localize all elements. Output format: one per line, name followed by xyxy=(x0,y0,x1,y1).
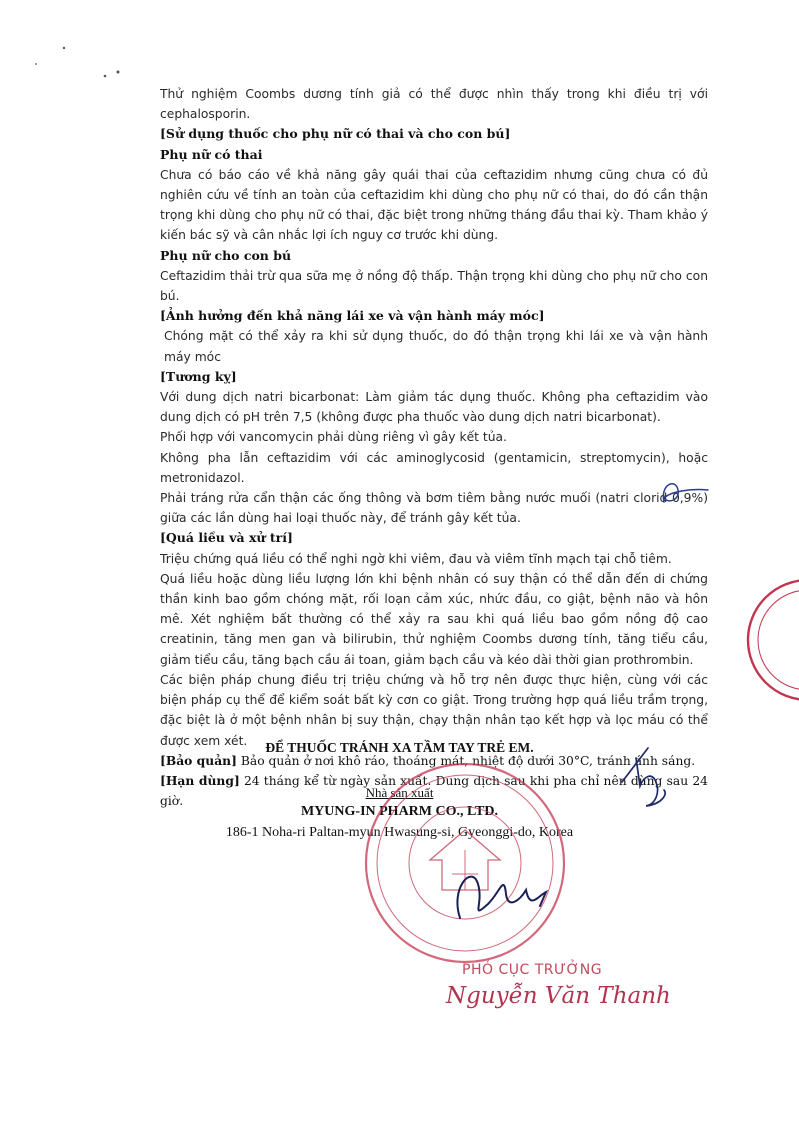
subheading-pregnant: Phụ nữ có thai xyxy=(160,146,263,162)
heading-incompatibility: [Tương kỵ] xyxy=(160,368,237,384)
initials-mark xyxy=(663,484,708,502)
scan-specks xyxy=(35,47,119,77)
manufacturer-address: 186-1 Noha-ri Paltan-myun Hwasung-si, Gyeonggi-do, Korea xyxy=(225,825,574,840)
deputy-director-title: PHÓ CỤC TRƯỞNG xyxy=(462,962,603,978)
paragraph-pregnant: Chưa có báo cáo về khả năng gây quái thai của ceftazidim nhưng cũng chưa có đủ nghiên cứu về tính an toàn của ceftazidim khi dùng cho phụ nữ có thai, do đó cần thận trọng khi dùng cho phụ nữ có thai, đặc biệt trong những tháng đầu thai kỳ. Tham khảo ý kiến bác sỹ và cân nhắc lợi ích nguy cơ trước khi dùng. xyxy=(160,167,708,243)
storage-label: [Bảo quản] xyxy=(160,752,237,768)
official-seal xyxy=(366,764,564,962)
keep-away-warning: ĐỂ THUỐC TRÁNH XA TẦM TAY TRẺ EM. xyxy=(265,740,534,755)
manufacturer-label: Nhà sản xuất xyxy=(365,785,434,800)
expiry-text: 24 tháng kể từ ngày sản xuất. Dung dịch sau khi pha chỉ nên dùng sau 24 giờ. xyxy=(160,773,708,809)
paragraph-vancomycin: Phối hợp với vancomycin phải dùng riêng vì gây kết tủa. xyxy=(160,430,507,445)
paragraph-aminoglycosid: Không pha lẫn ceftazidim với các aminoglycosid (gentamicin, streptomycin), hoặc metronidazol. xyxy=(160,450,708,485)
heading-driving: [Ảnh hưởng đến khả năng lái xe và vận hành máy móc] xyxy=(160,308,545,324)
manufacturer-name: MYUNG-IN PHARM CO., LTD. xyxy=(300,804,499,819)
heading-pregnancy-lactation: [Sử dụng thuốc cho phụ nữ có thai và cho con bú] xyxy=(160,126,511,142)
paragraph-coombs: Thử nghiệm Coombs dương tính giả có thể được nhìn thấy trong khi điều trị với cephalosporin. xyxy=(160,87,708,122)
paragraph-overdose-renal: Quá liều hoặc dùng liều lượng lớn khi bệnh nhân có suy thận có thể dẫn đến di chứng thần kinh bao gồm chóng mặt, rối loạn cảm xúc, nhức đầu, co giật, bệnh não và hôn mê. Xét nghiệm bất thường có thể xảy ra sau khi quá liều bao gồm nồng độ cao creatinin, tăng men gan và bilirubin, thử nghiệm Coombs dương tính, tăng tiểu cầu, giảm tiểu cầu, tăng bạch cầu ái toan, giảm bạch cầu và kéo dài thời gian prothrombin. xyxy=(160,571,708,667)
deputy-director-name: Nguyễn Văn Thanh xyxy=(446,983,671,1009)
paragraph-lactation: Ceftazidim thải trừ qua sữa mẹ ở nồng độ thấp. Thận trọng khi dùng cho phụ nữ cho con bú. xyxy=(160,268,708,304)
storage-text: Bảo quản ở nơi khô ráo, thoáng mát, nhiệt độ dưới 30°C, tránh ánh sáng. xyxy=(236,753,696,768)
paragraph-bicarbonate: Với dung dịch natri bicarbonat: Làm giảm tác dụng thuốc. Không pha ceftazidim vào dung dịch có pH trên 7,5 (không được pha thuốc vào dung dịch natri bicarbonat). xyxy=(160,390,708,425)
edge-stamp-partial xyxy=(748,580,799,700)
paragraph-flushing: Phải tráng rửa cẩn thận các ống thông và bơm tiêm bằng nước muối (natri clorid 0,9%) giữa các lần dùng hai loại thuốc này, để tránh gây kết tủa. xyxy=(160,491,708,526)
heading-overdose: [Quá liều và xử trí] xyxy=(160,530,293,546)
subheading-lactation: Phụ nữ cho con bú xyxy=(160,247,292,263)
handwritten-check-mark xyxy=(622,748,665,806)
paragraph-driving: Chóng mặt có thể xảy ra khi sử dụng thuốc, do đó thận trọng khi lái xe và vận hành máy móc xyxy=(164,329,708,364)
expiry-label: [Hạn dùng] xyxy=(160,772,240,788)
director-signature xyxy=(457,877,546,918)
paragraph-overdose-treatment: Các biện pháp chung điều trị triệu chứng và hỗ trợ nên được thực hiện, cùng với các biện pháp cụ thể để kiểm soát bất kỳ cơn co giật. Trong trường hợp quá liều trầm trọng, đặc biệt là ở một bệnh nhân bị suy thận, chạy thận nhân tạo kết hợp và lọc máu có thể được xem xét. xyxy=(160,672,708,748)
paragraph-overdose-symptoms: Triệu chứng quá liều có thể nghi ngờ khi viêm, đau và viêm tĩnh mạch tại chỗ tiêm. xyxy=(160,551,672,566)
